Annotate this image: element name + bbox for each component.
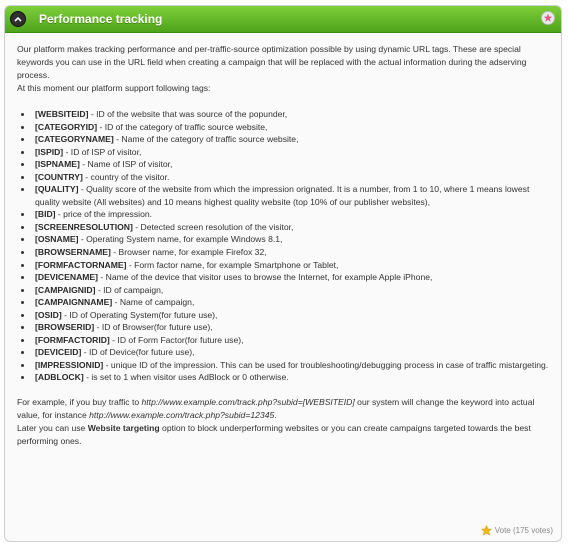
example-text-2: our system will change the keyword into actual value, for instance — [17, 397, 535, 421]
tag-name: [DEVICENAME] — [35, 272, 99, 283]
panel-content — [5, 33, 561, 448]
example-url-template: http://www.example.com/track.php?subid=[WEBSITEID] — [141, 397, 355, 408]
tag-description: - Operating System name, for example Windows 8.1, — [78, 234, 283, 245]
tag-list — [17, 108, 549, 384]
later-text-1: Later you can use — [17, 423, 88, 434]
tag-name: [BID] — [35, 209, 56, 220]
tag-name: [CATEGORYID] — [35, 121, 98, 132]
tag-list-item — [33, 284, 549, 297]
example-url-result: http://www.example.com/track.php?subid=12345 — [89, 410, 275, 421]
vote-button[interactable] — [481, 525, 553, 536]
tag-list-item — [33, 371, 549, 384]
tag-name: [OSID] — [35, 309, 62, 320]
tag-list-item — [33, 158, 549, 171]
tag-list-item — [33, 208, 549, 221]
tag-name: [ADBLOCK] — [35, 372, 84, 383]
example-text-1: For example, if you buy traffic to — [17, 397, 142, 408]
tag-description: - unique ID of the impression. This can be used for troubleshooting/debugging process in case of traffic mistargeting. — [103, 359, 549, 370]
tag-name: [OSNAME] — [35, 234, 79, 245]
collapse-toggle-button[interactable] — [10, 11, 26, 27]
example-paragraph — [17, 396, 549, 422]
tag-description: - Browser name, for example Firefox 32, — [110, 247, 267, 258]
tag-description: - Name of ISP of visitor, — [79, 159, 173, 170]
panel-header[interactable] — [5, 6, 561, 33]
tag-list-item — [33, 221, 549, 234]
later-text-2: option to block underperforming websites or you can create campaigns targeted towards the best performing ones. — [17, 423, 531, 447]
tag-name: [DEVICEID] — [35, 347, 82, 358]
tag-description: - Form factor name, for example Smartphone or Tablet, — [126, 259, 339, 270]
tag-description: - price of the impression. — [55, 209, 153, 220]
tag-description: - ID of Device(for future use), — [81, 347, 195, 358]
tag-description: - Name of the category of traffic source website, — [113, 134, 299, 145]
tag-list-item — [33, 321, 549, 334]
tag-name: [COUNTRY] — [35, 171, 83, 182]
tag-name: [SCREENRESOLUTION] — [35, 221, 133, 232]
tag-description: - ID of the category of traffic source website, — [97, 121, 268, 132]
vote-label: Vote (175 votes) — [494, 526, 553, 535]
tag-name: [FORMFACTORNAME] — [35, 259, 127, 270]
tag-list-item — [33, 133, 549, 146]
tag-description: - is set to 1 when visitor uses AdBlock or 0 otherwise. — [83, 372, 289, 383]
tag-description: - ID of campaign, — [95, 284, 164, 295]
intro-paragraph: Our platform makes tracking performance and per-traffic-source optimization possible by using dynamic URL tags. These are special keywords you can use in the URL field when creating a campaign that will be replaced with the actual information during the adserving process. — [17, 44, 527, 80]
tag-name: [WEBSITEID] — [35, 109, 89, 119]
tag-name: [CAMPAIGNID] — [35, 284, 96, 295]
tag-name: [BROWSERNAME] — [35, 247, 111, 258]
performance-tracking-panel — [4, 5, 562, 542]
tag-list-item — [33, 296, 549, 309]
chevron-up-icon — [14, 16, 22, 22]
tag-name: [ISPID] — [35, 146, 64, 157]
tag-name: [BROWSERID] — [35, 322, 95, 333]
tag-description: - Detected screen resolution of the visitor, — [132, 221, 294, 232]
tag-list-item — [33, 346, 549, 359]
tag-name: [QUALITY] — [35, 184, 79, 195]
tag-name: [CATEGORYNAME] — [35, 134, 114, 145]
tag-description: - ID of ISP of visitor, — [63, 146, 142, 157]
star-icon[interactable] — [541, 11, 555, 25]
tag-name: [CAMPAIGNNAME] — [35, 297, 113, 308]
tag-list-item — [33, 334, 549, 347]
tag-description: - Name of the device that visitor uses to browse the Internet, for example Apple iPhone, — [98, 272, 433, 283]
tag-description: - Quality score of the website from which the impression orignated. It is a number, from 1 to 10, where 1 means lowest quality website (All websites) and 10 means highest quality website (top 10% of our publisher websites), — [35, 184, 530, 207]
tag-description: - ID of the website that was source of the popunder, — [88, 109, 288, 119]
tag-name: [FORMFACTORID] — [35, 334, 110, 345]
tag-list-item — [33, 359, 549, 372]
panel-title: Performance tracking — [39, 12, 163, 26]
tag-name: [IMPRESSIONID] — [35, 359, 104, 370]
tag-description: - Name of campaign, — [112, 297, 195, 308]
tag-list-item — [33, 146, 549, 159]
tag-list-item — [33, 246, 549, 259]
tag-name: [ISPNAME] — [35, 159, 80, 170]
tag-list-item — [33, 233, 549, 246]
tag-list-item — [33, 271, 549, 284]
website-targeting-label: Website targeting — [87, 423, 160, 434]
star-icon — [481, 525, 492, 536]
tag-list-item — [33, 108, 549, 121]
tag-description: - ID of Form Factor(for future use), — [109, 334, 244, 345]
tag-description: - ID of Browser(for future use), — [94, 322, 213, 333]
tag-list-item — [33, 259, 549, 272]
example-text-3: . — [274, 410, 277, 421]
intro-text — [17, 43, 549, 95]
tag-description: - country of the visitor. — [82, 171, 170, 182]
tag-list-item — [33, 121, 549, 134]
tag-list-item — [33, 171, 549, 184]
intro-tags-lead: At this moment our platform support following tags: — [17, 83, 211, 93]
tag-list-item — [33, 183, 549, 208]
tag-list-item — [33, 309, 549, 322]
tag-description: - ID of Operating System(for future use), — [61, 309, 218, 320]
website-targeting-paragraph — [17, 422, 549, 448]
